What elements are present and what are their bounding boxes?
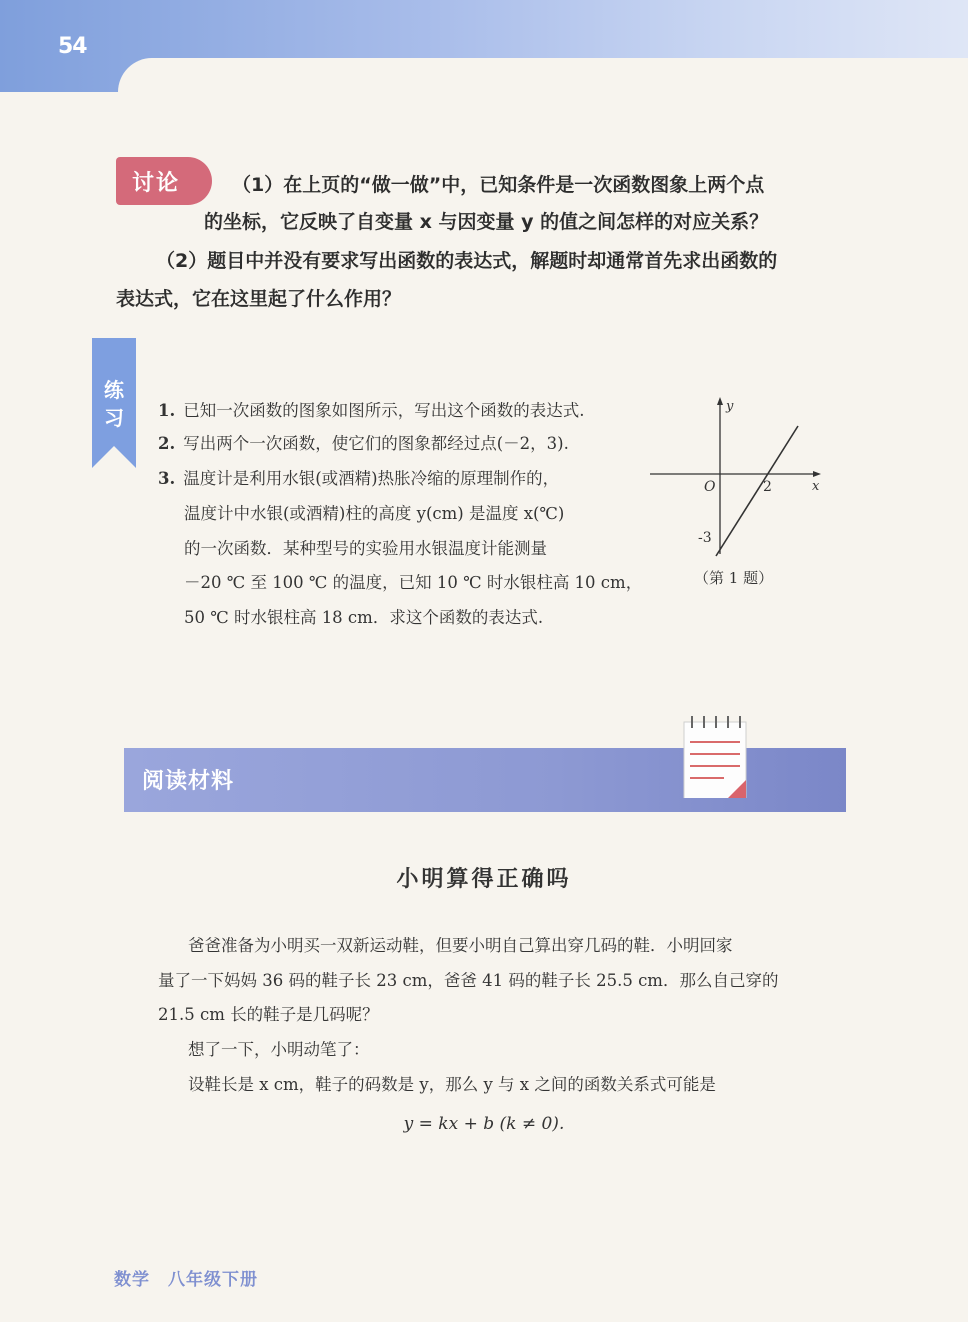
reading-line-5: 设鞋长是 x cm，鞋子的码数是 y，那么 y 与 x 之间的函数关系式可能是 [188, 1075, 716, 1094]
discussion-q2-line1: （2）题目中并没有要求写出函数的表达式，解题时却通常首先求出函数的 [156, 250, 778, 272]
graph-x-label: x [812, 479, 820, 494]
page-corner-curve [118, 58, 968, 118]
reading-line-3: 21.5 cm 长的鞋子是几码呢？ [158, 1005, 379, 1024]
discussion-tag-label: 讨论 [132, 171, 181, 196]
reading-title: 小明算得正确吗 [396, 867, 572, 892]
practice-item-1-number: 1. [158, 401, 176, 420]
exercise-1-graph [640, 394, 830, 564]
reading-formula: y = kx + b (k ≠ 0). [403, 1114, 565, 1134]
graph-y-arrow [717, 397, 723, 405]
practice-item-1 [158, 397, 584, 421]
graph-x-intercept-label: 2 [763, 479, 772, 495]
graph-caption: （第 1 题） [694, 569, 774, 587]
graph-y-intercept-label: -3 [698, 530, 712, 546]
practice-item-1-text: 已知一次函数的图象如图所示，写出这个函数的表达式. [183, 401, 585, 420]
reading-line-4: 想了一下，小明动笔了： [188, 1040, 370, 1059]
practice-tag-notch [92, 446, 136, 468]
reading-line-2: 量了一下妈妈 36 码的鞋子长 23 cm，爸爸 41 码的鞋子长 25.5 cm．那么自己穿的 [158, 971, 779, 990]
graph-origin-label: O [704, 479, 716, 495]
footer-book-title: 数学 八年级下册 [114, 1270, 258, 1290]
practice-item-3 [158, 465, 559, 489]
discussion-q1-line2: 的坐标，它反映了自变量 x 与因变量 y 的值之间怎样的对应关系？ [204, 211, 769, 233]
graph-x-arrow [813, 471, 821, 477]
practice-item-3-number: 3. [158, 469, 176, 488]
practice-item-3-cont-2: 的一次函数．某种型号的实验用水银温度计能测量 [184, 539, 547, 558]
graph-y-label: y [726, 399, 734, 414]
practice-item-3-cont-4: 50 ℃ 时水银柱高 18 cm．求这个函数的表达式. [184, 608, 544, 627]
graph-line [716, 426, 798, 556]
practice-item-2-number: 2. [158, 434, 176, 453]
notepad-icon [680, 714, 750, 798]
practice-item-2-text: 写出两个一次函数，使它们的图象都经过点(－2，3). [183, 434, 569, 453]
practice-tag-label: 练习 [104, 378, 124, 430]
reading-banner-label: 阅读材料 [142, 769, 235, 794]
page-number: 54 [58, 34, 87, 59]
reading-line-1: 爸爸准备为小明买一双新运动鞋，但要小明自己算出穿几码的鞋．小明回家 [188, 936, 733, 955]
discussion-q2-line2: 表达式，它在这里起了什么作用？ [116, 288, 402, 310]
discussion-q1-line1: （1）在上页的“做一做”中，已知条件是一次函数图象上两个点 [232, 174, 765, 196]
practice-item-3-cont-1: 温度计中水银(或酒精)柱的高度 y(cm) 是温度 x(℃) [184, 504, 565, 523]
practice-item-3-text: 温度计是利用水银(或酒精)热胀冷缩的原理制作的， [183, 469, 560, 488]
practice-item-2 [158, 430, 569, 454]
practice-item-3-cont-3: －20 ℃ 至 100 ℃ 的温度，已知 10 ℃ 时水银柱高 10 cm， [184, 573, 643, 592]
